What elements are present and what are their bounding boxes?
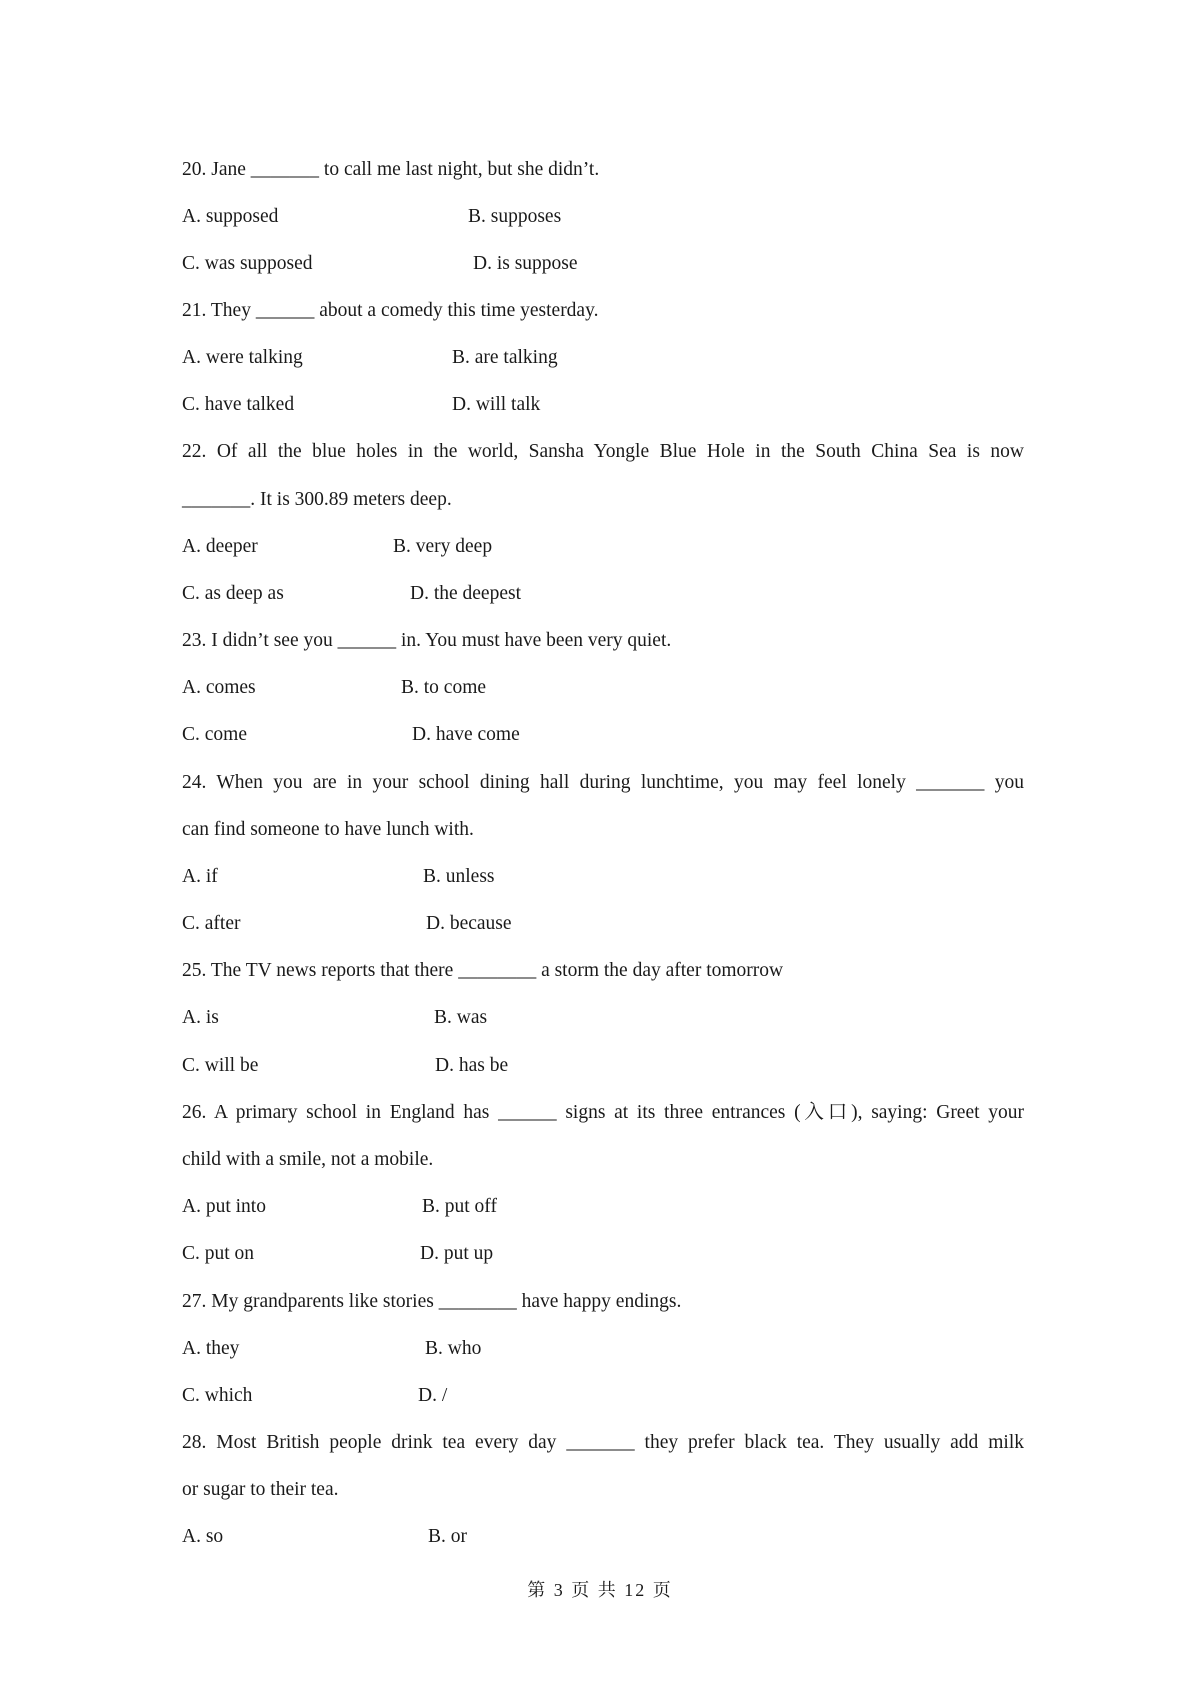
question-20-option-c: C. was supposed [182,253,313,274]
question-21-option-b: B. are talking [452,347,558,368]
question-25-option-c: C. will be [182,1055,259,1076]
question-20-option-a: A. supposed [182,206,279,227]
page-number-footer: 第 3 页 共 12 页 [527,1580,673,1600]
question-23-option-c: C. come [182,724,247,745]
question-20-option-d: D. is suppose [473,253,578,274]
question-24-option-b: B. unless [423,866,495,887]
question-22-stem-line-1: 22. Of all the blue holes in the world, Sansha Yongle Blue Hole in the South China Sea is now [182,441,1024,462]
question-22-option-d: D. the deepest [410,583,522,604]
question-24-option-d: D. because [426,913,512,934]
question-24-option-a: A. if [182,866,218,887]
question-28-stem-line-1: 28. Most British people drink tea every day _______ they prefer black tea. They usually add milk [182,1432,1024,1453]
question-26-option-b: B. put off [422,1196,497,1217]
question-25-option-d: D. has be [435,1055,509,1076]
question-23-stem: 23. I didn’t see you ______ in. You must have been very quiet. [182,630,672,651]
question-21-stem: 21. They ______ about a comedy this time yesterday. [182,300,599,321]
question-24-option-c: C. after [182,913,241,934]
question-26-option-a: A. put into [182,1196,266,1217]
question-21-option-a: A. were talking [182,347,303,368]
question-22-stem-line-2: _______. It is 300.89 meters deep. [182,489,452,510]
question-24-stem-line-2: can find someone to have lunch with. [182,819,474,840]
question-24-stem-line-1: 24. When you are in your school dining hall during lunchtime, you may feel lonely _______ you [182,772,1024,793]
question-22-option-a: A. deeper [182,536,258,557]
question-28-option-a: A. so [182,1526,224,1547]
question-21-option-d: D. will talk [452,394,541,415]
question-23-option-b: B. to come [401,677,487,698]
question-28-stem-line-2: or sugar to their tea. [182,1479,339,1500]
question-20-option-b: B. supposes [468,206,562,227]
question-27-option-d: D. / [418,1385,448,1406]
question-27-stem: 27. My grandparents like stories ________ have happy endings. [182,1291,682,1312]
question-25-stem: 25. The TV news reports that there ________ a storm the day after tomorrow [182,960,784,981]
question-28-option-b: B. or [428,1526,467,1547]
question-25-option-a: A. is [182,1007,219,1028]
question-22-option-c: C. as deep as [182,583,284,604]
question-26-option-d: D. put up [420,1243,494,1264]
question-23-option-a: A. comes [182,677,256,698]
question-20-stem: 20. Jane _______ to call me last night, but she didn’t. [182,159,600,180]
question-27-option-a: A. they [182,1338,240,1359]
question-23-option-d: D. have come [412,724,520,745]
question-26-stem-line-2: child with a smile, not a mobile. [182,1149,434,1170]
question-26-stem-line-1: 26. A primary school in England has ______ signs at its three entrances (入口), saying: Greet your [182,1102,1024,1123]
question-27-option-c: C. which [182,1385,253,1406]
question-22-option-b: B. very deep [393,536,493,557]
question-26-option-c: C. put on [182,1243,255,1264]
question-21-option-c: C. have talked [182,394,295,415]
question-27-option-b: B. who [425,1338,482,1359]
question-25-option-b: B. was [434,1007,488,1028]
